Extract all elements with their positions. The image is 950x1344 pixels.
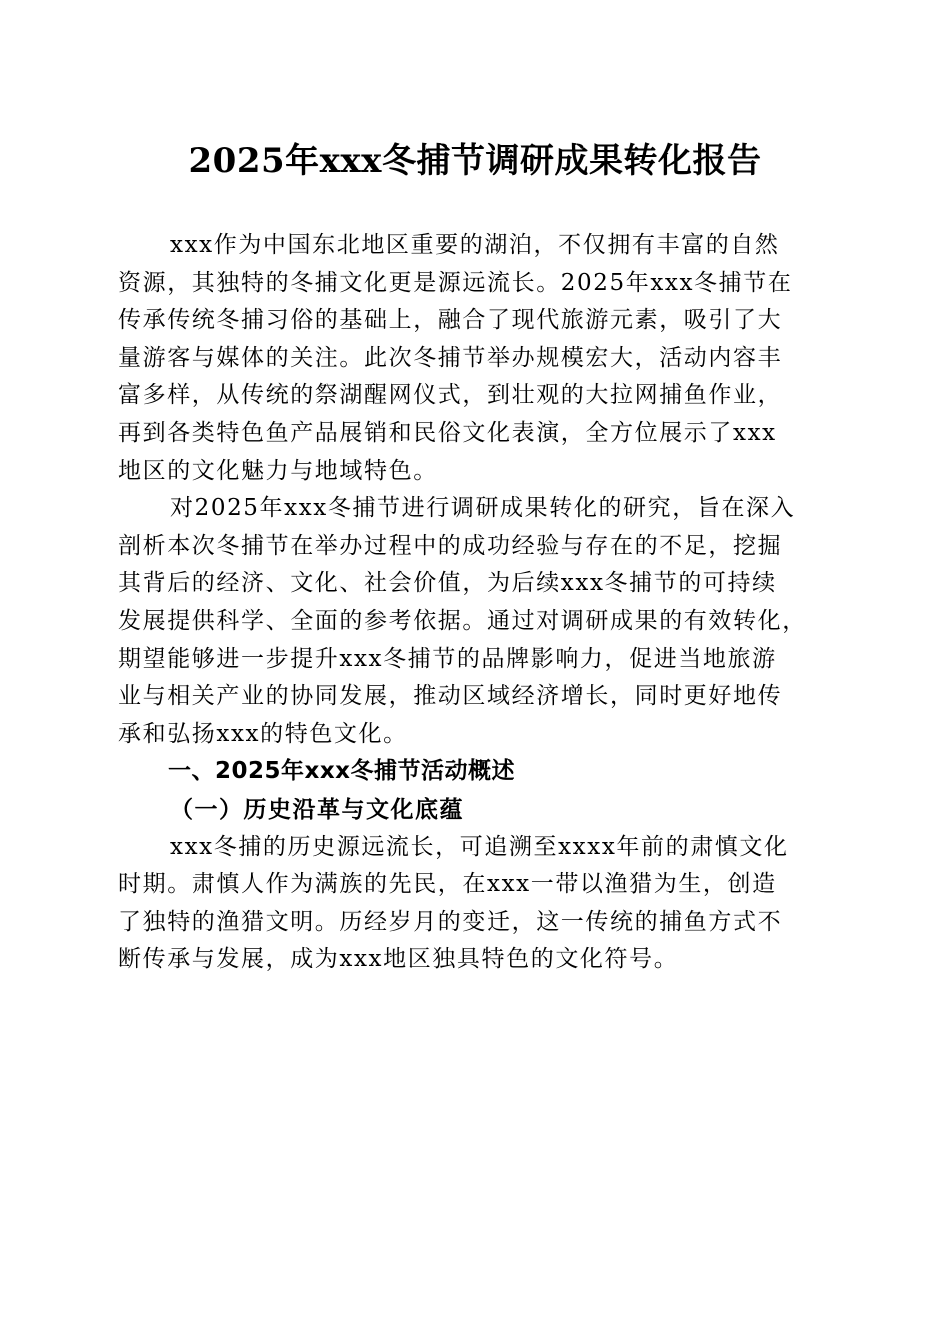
paragraph-2-line: 其背后的经济、文化、社会价值，为后续xxx冬捕节的可持续 — [118, 570, 777, 597]
paragraph-1-line: 富多样，从传统的祭湖醒网仪式，到壮观的大拉网捕鱼作业， — [118, 382, 783, 409]
paragraph-2-line: 业与相关产业的协同发展，推动区域经济增长，同时更好地传 — [118, 683, 783, 710]
paragraph-3-line: 断传承与发展，成为xxx地区独具特色的文化符号。 — [118, 946, 679, 973]
paragraph-1-line: 地区的文化魅力与地域特色。 — [118, 457, 438, 484]
paragraph-1-line: 传承传统冬捕习俗的基础上，融合了现代旅游元素，吸引了大 — [118, 307, 783, 334]
subsection-heading: （一）历史沿革与文化底蕴 — [170, 795, 464, 823]
paragraph-3-line: 时期。肃慎人作为满族的先民，在xxx一带以渔猎为生，创造 — [118, 871, 777, 898]
paragraph-1-line: 量游客与媒体的关注。此次冬捕节举办规模宏大，活动内容丰 — [118, 344, 783, 371]
document-body — [118, 227, 830, 979]
paragraph-1-line: 再到各类特色鱼产品展销和民俗文化表演，全方位展示了xxx — [118, 419, 777, 446]
paragraph-2-line: 发展提供科学、全面的参考依据。通过对调研成果的有效转化， — [118, 607, 807, 634]
paragraph-1-line: 资源，其独特的冬捕文化更是源远流长。2025年xxx冬捕节在 — [118, 269, 793, 296]
paragraph-2-line: 承和弘扬xxx的特色文化。 — [118, 720, 408, 747]
paragraph-2-line: 对2025年xxx冬捕节进行调研成果转化的研究，旨在深入 — [170, 495, 796, 522]
paragraph-1-line: xxx作为中国东北地区重要的湖泊，不仅拥有丰富的自然 — [170, 232, 780, 258]
paragraph-3-line: 了独特的渔猎文明。历经岁月的变迁，这一传统的捕鱼方式不 — [118, 908, 783, 935]
paragraph-2-line: 期望能够进一步提升xxx冬捕节的品牌影响力，促进当地旅游 — [118, 645, 777, 672]
paragraph-2-line: 剖析本次冬捕节在举办过程中的成功经验与存在的不足，挖掘 — [118, 532, 783, 559]
section-heading: 一、2025年xxx冬捕节活动概述 — [168, 758, 516, 785]
paragraph-3-line: xxx冬捕的历史源远流长，可追溯至xxxx年前的肃慎文化 — [170, 833, 789, 860]
document-title: 2025年xxx冬捕节调研成果转化报告 — [188, 141, 762, 181]
